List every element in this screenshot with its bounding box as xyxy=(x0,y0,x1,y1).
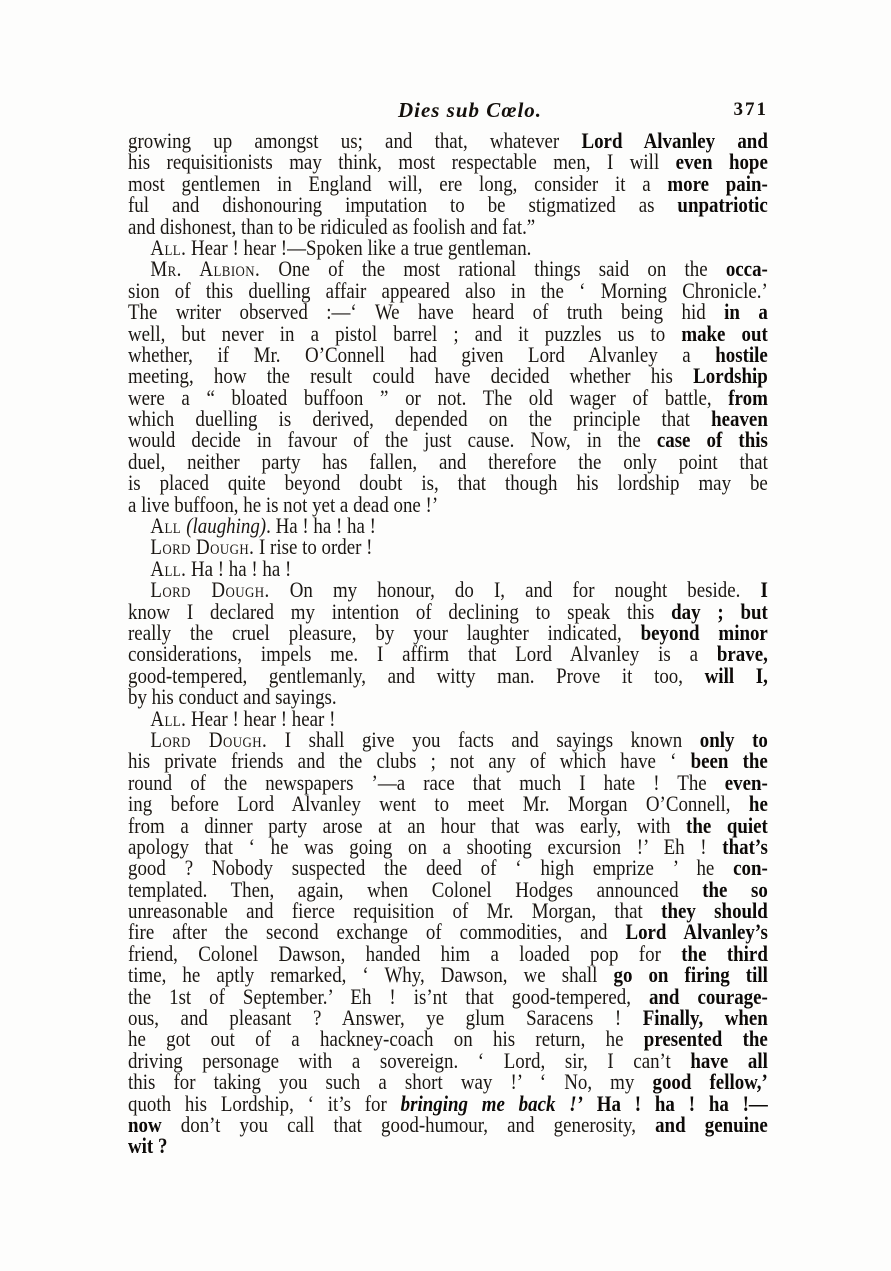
text-line xyxy=(128,406,768,432)
text-line xyxy=(128,1005,768,1031)
text-line xyxy=(128,491,768,517)
text-segment: considerations, impels me. I affirm that Lord Alvanley is a xyxy=(128,641,717,667)
text-segment: now xyxy=(128,1111,162,1137)
text-segment: Lord Dough. xyxy=(150,534,255,560)
text-segment: quoth his Lordship, ‘ it’s for xyxy=(128,1090,401,1116)
text-line xyxy=(128,149,768,175)
text-line xyxy=(128,812,768,838)
text-segment: a live buffoon, he is not yet a dead one !’ xyxy=(128,491,439,517)
paragraph xyxy=(128,555,768,581)
page-number: 371 xyxy=(733,99,768,120)
text-segment: . Ha ! ha ! ha ! xyxy=(266,513,376,539)
text-line xyxy=(128,130,768,151)
text-line xyxy=(128,299,768,325)
paragraph xyxy=(128,234,768,260)
text-line xyxy=(128,748,768,774)
text-line xyxy=(128,192,768,218)
text-segment: have all xyxy=(690,1047,768,1073)
text-segment: were a “ bloated buffoon ” or not. The old wager of battle, xyxy=(128,384,729,410)
text-line xyxy=(128,1133,768,1159)
text-segment: Lordship xyxy=(693,363,768,389)
text-line xyxy=(128,170,768,196)
text-segment: would decide in favour of the just cause. Now, in the xyxy=(128,427,657,453)
text-line xyxy=(128,619,768,645)
text-line xyxy=(128,983,768,1009)
text-segment: that’s xyxy=(722,833,768,859)
text-segment: Hear ! hear ! hear ! xyxy=(186,705,336,731)
text-segment: driving personage with a sovereign. ‘ Lord, sir, I can’t xyxy=(128,1047,691,1073)
text-segment: All. xyxy=(150,555,187,581)
text-line xyxy=(128,684,768,710)
text-segment: The writer observed :—‘ We have heard of truth being hid xyxy=(128,299,725,325)
paragraph xyxy=(128,513,768,539)
text-segment: and genuine xyxy=(655,1111,768,1137)
text-segment: this for taking you such a short way !’ ‘ No, my xyxy=(128,1069,653,1095)
text-line xyxy=(128,876,768,902)
text-segment: Hear ! hear !—Spoken like a true gentleman. xyxy=(186,234,532,260)
text-segment: All. xyxy=(150,705,187,731)
text-segment: (laughing) xyxy=(186,513,267,539)
text-segment: All xyxy=(150,513,187,539)
text-segment: more pain- xyxy=(667,170,768,196)
text-segment: most gentlemen in England will, ere long, consider it a xyxy=(128,170,668,196)
text-segment: make out xyxy=(681,320,768,346)
text-segment: really the cruel pleasure, by your laughter indicated, xyxy=(128,619,641,645)
text-line xyxy=(128,470,768,496)
text-segment: only to xyxy=(699,726,768,752)
text-segment: he got out of a hackney-coach on his return, he xyxy=(128,1026,644,1052)
text-segment: the quiet xyxy=(686,812,768,838)
text-line xyxy=(128,855,768,881)
text-segment: from xyxy=(728,384,768,410)
text-segment: Lord Dough. xyxy=(150,726,268,752)
text-segment: duel, neither party has fallen, and therefore the only point that xyxy=(128,448,768,474)
text-line xyxy=(128,940,768,966)
text-line xyxy=(128,534,768,560)
text-segment: I rise to order ! xyxy=(254,534,373,560)
text-segment: well, but never in a pistol barrel ; and it puzzles us to xyxy=(128,320,682,346)
text-line xyxy=(128,555,768,581)
text-segment: All. xyxy=(150,234,187,260)
text-line xyxy=(128,1026,768,1052)
text-line xyxy=(128,1047,768,1073)
text-segment: round of the newspapers ’—a race that much I hate ! The xyxy=(128,769,725,795)
text-line xyxy=(128,277,768,303)
text-segment: brave, xyxy=(716,641,768,667)
text-segment: sion of this duelling affair appeared also in the ‘ Morning Chronicle.’ xyxy=(128,277,768,303)
text-segment: good ? Nobody suspected the deed of ‘ high emprize ’ he xyxy=(128,855,734,881)
text-segment: which duelling is derived, depended on the principle that xyxy=(128,406,712,432)
text-segment: in a xyxy=(724,299,768,325)
paragraph xyxy=(128,534,768,560)
text-line xyxy=(128,1090,768,1116)
text-line xyxy=(128,662,768,688)
text-segment: Lord Alvanley and xyxy=(581,128,768,153)
text-segment: case of this xyxy=(656,427,768,453)
running-title: Dies sub Cœlo. xyxy=(397,98,543,122)
text-line xyxy=(128,513,768,539)
text-line xyxy=(128,341,768,367)
text-segment: Lord Alvanley’s xyxy=(625,919,768,945)
text-segment: ful and dishonouring imputation to be stigmatized as xyxy=(128,192,678,218)
text-segment: is placed quite beyond doubt is, that though his lordship may be xyxy=(128,470,768,496)
text-segment: day ; but xyxy=(671,598,768,624)
text-segment: will I, xyxy=(704,662,768,688)
text-segment: One of the most rational things said on the xyxy=(260,256,726,282)
paragraph xyxy=(128,577,768,710)
paragraph xyxy=(128,705,768,731)
text-line xyxy=(128,427,768,453)
text-segment: templated. Then, again, when Colonel Hodges announced xyxy=(128,876,703,902)
page-body xyxy=(128,130,768,1157)
text-segment: growing up amongst us; and that, whatever xyxy=(128,128,582,153)
text-line xyxy=(128,448,768,474)
text-segment: from a dinner party arose at an hour that was early, with xyxy=(128,812,687,838)
paragraph xyxy=(128,130,768,237)
text-segment: been the xyxy=(690,748,768,774)
text-segment: apology that ‘ he was going on a shooting excursion !’ Eh ! xyxy=(128,833,723,859)
text-segment: friend, Colonel Dawson, handed him a loaded pop for xyxy=(128,940,682,966)
page-header xyxy=(128,98,768,124)
text-segment: and courage- xyxy=(648,983,768,1009)
text-line xyxy=(128,833,768,859)
text-segment: even- xyxy=(724,769,768,795)
text-segment: he xyxy=(748,791,768,817)
text-line xyxy=(128,320,768,346)
text-line xyxy=(128,384,768,410)
text-line xyxy=(128,919,768,945)
text-line xyxy=(128,962,768,988)
text-segment: good fellow,’ xyxy=(652,1069,768,1095)
text-line xyxy=(128,898,768,924)
text-segment: the third xyxy=(681,940,768,966)
paragraph xyxy=(128,726,768,1159)
text-line xyxy=(128,577,768,603)
text-segment: presented the xyxy=(643,1026,768,1052)
text-segment: occa- xyxy=(725,256,768,282)
text-segment: I shall give you facts and sayings known xyxy=(267,726,700,752)
text-segment: go on firing till xyxy=(613,962,768,988)
text-segment: heaven xyxy=(711,406,768,432)
text-segment: Lord Dough. xyxy=(150,577,270,603)
text-segment: Mr. Albion. xyxy=(150,256,261,282)
text-segment: good-tempered, gentlemanly, and witty man. Prove it too, xyxy=(128,662,705,688)
text-segment: whether, if Mr. O’Connell had given Lord Alvanley a xyxy=(128,341,716,367)
text-segment: ing before Lord Alvanley went to meet Mr. Morgan O’Connell, xyxy=(128,791,749,817)
text-segment: time, he aptly remarked, ‘ Why, Dawson, we shall xyxy=(128,962,614,988)
text-segment: don’t you call that good-humour, and generosity, xyxy=(161,1111,656,1137)
text-line xyxy=(128,598,768,624)
text-line xyxy=(128,363,768,389)
paragraph xyxy=(128,258,768,515)
text-segment: and dishonest, than to be ridiculed as foolish and fat.” xyxy=(128,213,536,239)
text-segment: ous, and pleasant ? Answer, ye glum Saracens ! xyxy=(128,1005,643,1031)
text-segment: hostile xyxy=(715,341,768,367)
text-segment: Ha ! ha ! ha ! xyxy=(186,555,292,581)
text-segment: by his conduct and sayings. xyxy=(128,684,337,710)
text-segment: his requisitionists may think, most respectable men, I will xyxy=(128,149,676,175)
text-segment: unpatriotic xyxy=(677,192,768,218)
text-line xyxy=(128,1111,768,1137)
text-line xyxy=(128,791,768,817)
text-segment: beyond minor xyxy=(640,619,768,645)
text-line xyxy=(128,641,768,667)
text-line xyxy=(128,1069,768,1095)
text-line xyxy=(128,213,768,239)
text-segment: unreasonable and fierce requisition of Mr. Morgan, that xyxy=(128,898,662,924)
text-segment: con- xyxy=(733,855,768,881)
text-segment: On my honour, do I, and for nought beside. xyxy=(269,577,761,603)
text-segment: bringing me back !’ xyxy=(400,1090,583,1116)
text-line xyxy=(128,726,768,752)
text-segment: his private friends and the clubs ; not any of which have ‘ xyxy=(128,748,691,774)
text-segment: wit ? xyxy=(128,1133,168,1159)
text-segment: meeting, how the result could have decided whether his xyxy=(128,363,694,389)
text-segment: I xyxy=(760,577,768,603)
text-line xyxy=(128,769,768,795)
text-segment: the so xyxy=(702,876,768,902)
text-segment: Ha ! ha ! ha !— xyxy=(596,1090,768,1116)
text-line xyxy=(128,256,768,282)
text-line xyxy=(128,705,768,731)
text-segment: fire after the second exchange of commodities, and xyxy=(128,919,626,945)
text-segment: they should xyxy=(661,898,768,924)
text-line xyxy=(128,234,768,260)
text-segment: Finally, when xyxy=(642,1005,768,1031)
text-segment: even hope xyxy=(675,149,768,175)
text-segment: know I declared my intention of declining to speak this xyxy=(128,598,672,624)
text-segment: the 1st of September.’ Eh ! is’nt that good-tempered, xyxy=(128,983,649,1009)
